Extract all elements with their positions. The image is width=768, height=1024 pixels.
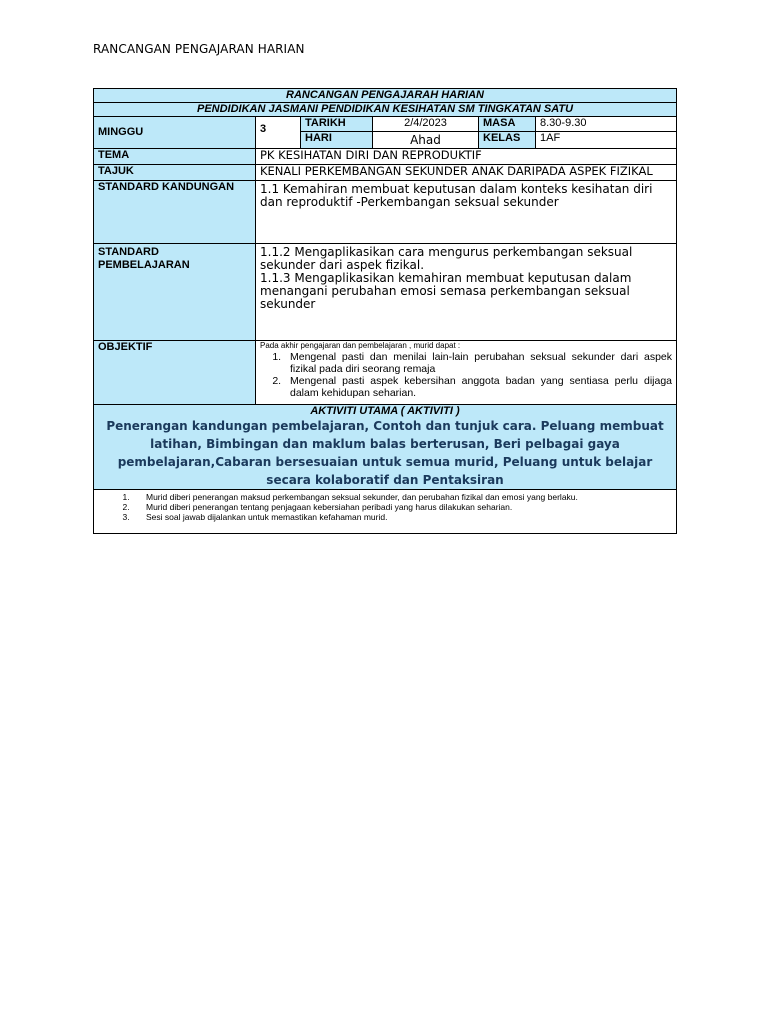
langkah-list	[98, 492, 672, 522]
minggu-value: 3	[256, 117, 301, 149]
hari-label: HARI	[301, 132, 373, 149]
tema-label: TEMA	[94, 149, 256, 165]
tajuk-row	[94, 165, 677, 181]
objektif-intro: Pada akhir pengajaran dan pembelajaran , murid dapat :	[260, 341, 461, 350]
aktiviti-body: Penerangan kandungan pembelajaran, Contoh dan tunjuk cara. Peluang membuat latihan, Bimbingan dan maklum balas berterusan, Beri pelbagai gaya pembelajaran,Cabaran bersesuaian untuk semua murid, Peluang untuk belajar secara kolaboratif dan Pentaksiran	[106, 419, 664, 487]
langkah-item: 1. Murid diberi penerangan maksud perkembangan seksual sekunder, dan perubahan fizikal dan emosi yang berlaku.	[132, 492, 672, 502]
minggu-row-1	[94, 117, 677, 132]
subtitle-row	[94, 103, 677, 117]
objektif-item: 2. Mengenal pasti aspek kebersihan anggota badan yang sentiasa perlu dijaga dalam kehidupan seharian.	[284, 375, 672, 399]
objektif-list	[260, 351, 672, 399]
langkah-row	[94, 490, 677, 534]
minggu-label: MINGGU	[94, 117, 256, 149]
standard-pembelajaran-item: 1.1.3 Mengaplikasikan kemahiran membuat keputusan dalam menangani perubahan emosi semasa perkembangan seksual sekunder	[260, 271, 632, 311]
masa-label: MASA	[479, 117, 536, 132]
kelas-label: KELAS	[479, 132, 536, 149]
objektif-row	[94, 341, 677, 405]
tajuk-label: TAJUK	[94, 165, 256, 181]
aktiviti-cell	[94, 405, 677, 490]
standard-kandungan-label: STANDARD KANDUNGAN	[94, 181, 256, 244]
standard-kandungan-value: 1.1 Kemahiran membuat keputusan dalam konteks kesihatan diri dan reproduktif -Perkembangan seksual sekunder	[256, 181, 677, 244]
standard-pembelajaran-value	[256, 244, 677, 341]
langkah-item: 2. Murid diberi penerangan tentang penjagaan kebersiahan peribadi yang harus dilakukan seharian.	[132, 502, 672, 512]
tema-value: PK KESIHATAN DIRI DAN REPRODUKTIF	[256, 149, 677, 165]
plan-title: RANCANGAN PENGAJARAH HARIAN	[94, 89, 677, 103]
plan-subtitle: PENDIDIKAN JASMANI PENDIDIKAN KESIHATAN SM TINGKATAN SATU	[94, 103, 677, 117]
langkah-cell	[94, 490, 677, 534]
tajuk-value: KENALI PERKEMBANGAN SEKUNDER ANAK DARIPADA ASPEK FIZIKAL	[256, 165, 677, 181]
langkah-item: 3. Sesi soal jawab dijalankan untuk memastikan kefahaman murid.	[132, 512, 672, 522]
kelas-value: 1AF	[536, 132, 677, 149]
standard-pembelajaran-item: 1.1.2 Mengaplikasikan cara mengurus perkembangan seksual sekunder dari aspek fizikal.	[260, 245, 633, 272]
lesson-plan-table	[93, 88, 677, 534]
objektif-value	[256, 341, 677, 405]
hari-value: Ahad	[373, 132, 479, 149]
aktiviti-title: AKTIVITI UTAMA ( AKTIVITI )	[310, 405, 460, 417]
tarikh-value: 2/4/2023	[373, 117, 479, 132]
aktiviti-row	[94, 405, 677, 490]
title-row	[94, 89, 677, 103]
tarikh-label: TARIKH	[301, 117, 373, 132]
masa-value: 8.30-9.30	[536, 117, 677, 132]
document-heading: RANCANGAN PENGAJARAN HARIAN	[93, 42, 305, 56]
tema-row	[94, 149, 677, 165]
standard-pembelajaran-label: STANDARD PEMBELAJARAN	[94, 244, 256, 341]
standard-kandungan-row	[94, 181, 677, 244]
objektif-item: 1. Mengenal pasti dan menilai lain-lain perubahan seksual sekunder dari aspek fizikal pada diri seorang remaja	[284, 351, 672, 375]
standard-pembelajaran-row	[94, 244, 677, 341]
objektif-label: OBJEKTIF	[94, 341, 256, 405]
